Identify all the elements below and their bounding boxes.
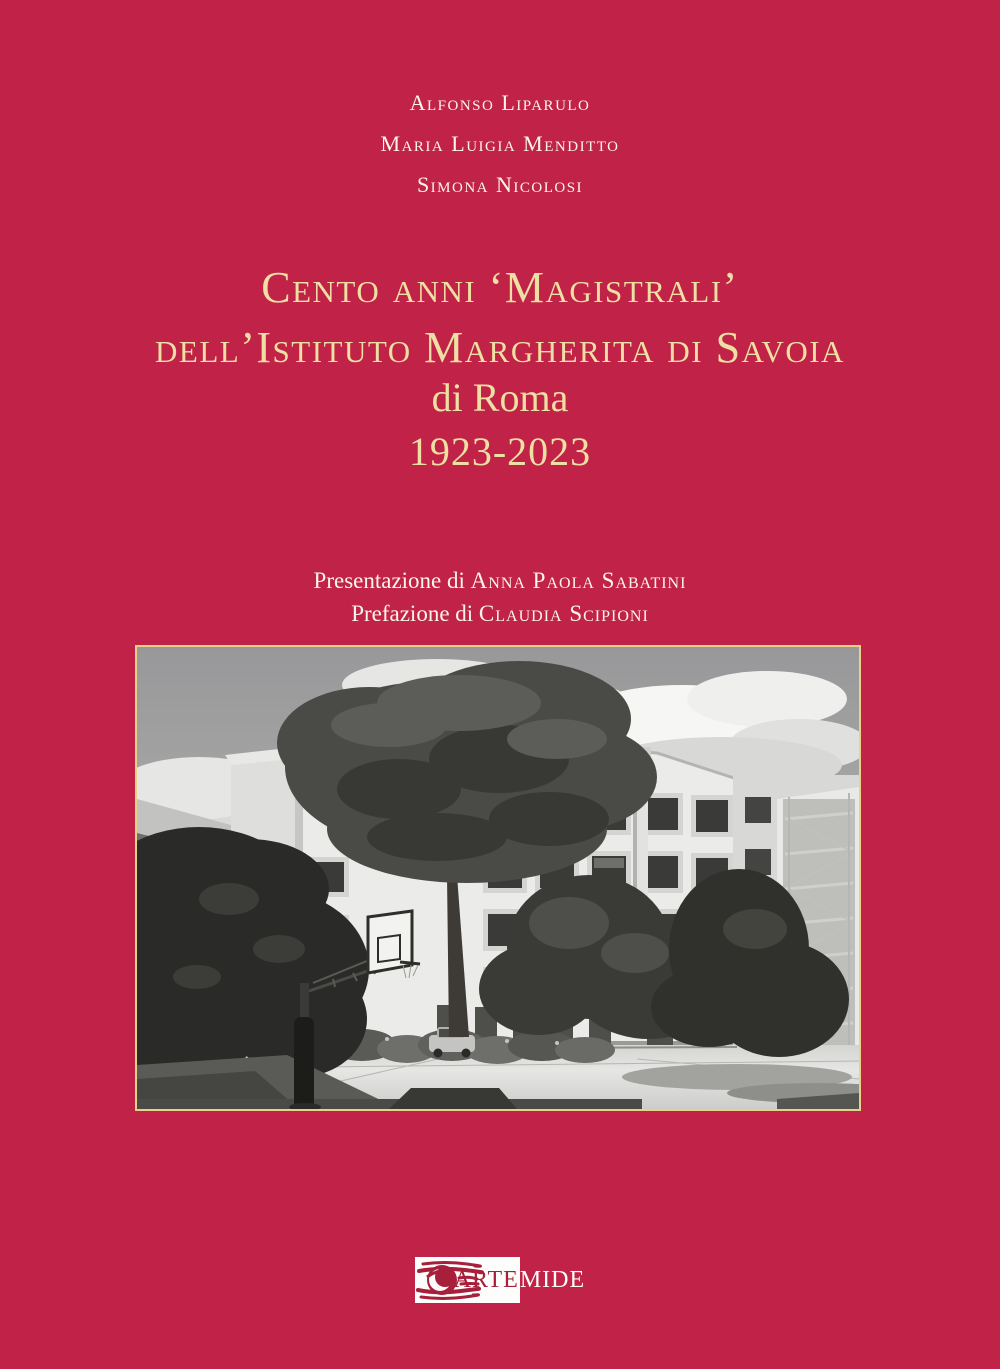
preface-credit: Prefazione di Claudia Scipioni: [351, 601, 649, 626]
publisher-name-off-box: MIDE: [519, 1266, 586, 1293]
cover-photo: [135, 645, 861, 1111]
author-name: Simona Nicolosi: [416, 172, 584, 197]
school-photo-illustration: [137, 647, 859, 1109]
title-place: di Roma: [431, 375, 569, 420]
author-name: Alfonso Liparulo: [409, 90, 591, 115]
preface-author: Claudia Scipioni: [478, 601, 649, 626]
title-line-1: Cento anni ‘Magistrali’: [261, 263, 739, 312]
publisher-name-on-box: ARTE: [453, 1266, 519, 1293]
book-title: [0, 258, 1000, 378]
publisher-logo: [0, 1257, 1000, 1303]
credits-block: [0, 564, 1000, 630]
presentation-credit: Presentazione di Anna Paola Sabatini: [313, 568, 687, 593]
presentation-author: Anna Paola Sabatini: [470, 568, 687, 593]
artemide-logo: [415, 1257, 585, 1303]
title-years: 1923-2023: [408, 429, 592, 474]
author-name: Maria Luigia Menditto: [380, 131, 620, 156]
logo-white-box: [415, 1257, 520, 1303]
title-line-2: dell’Istituto Margherita di Savoia: [155, 323, 845, 372]
authors-block: [0, 82, 1000, 205]
